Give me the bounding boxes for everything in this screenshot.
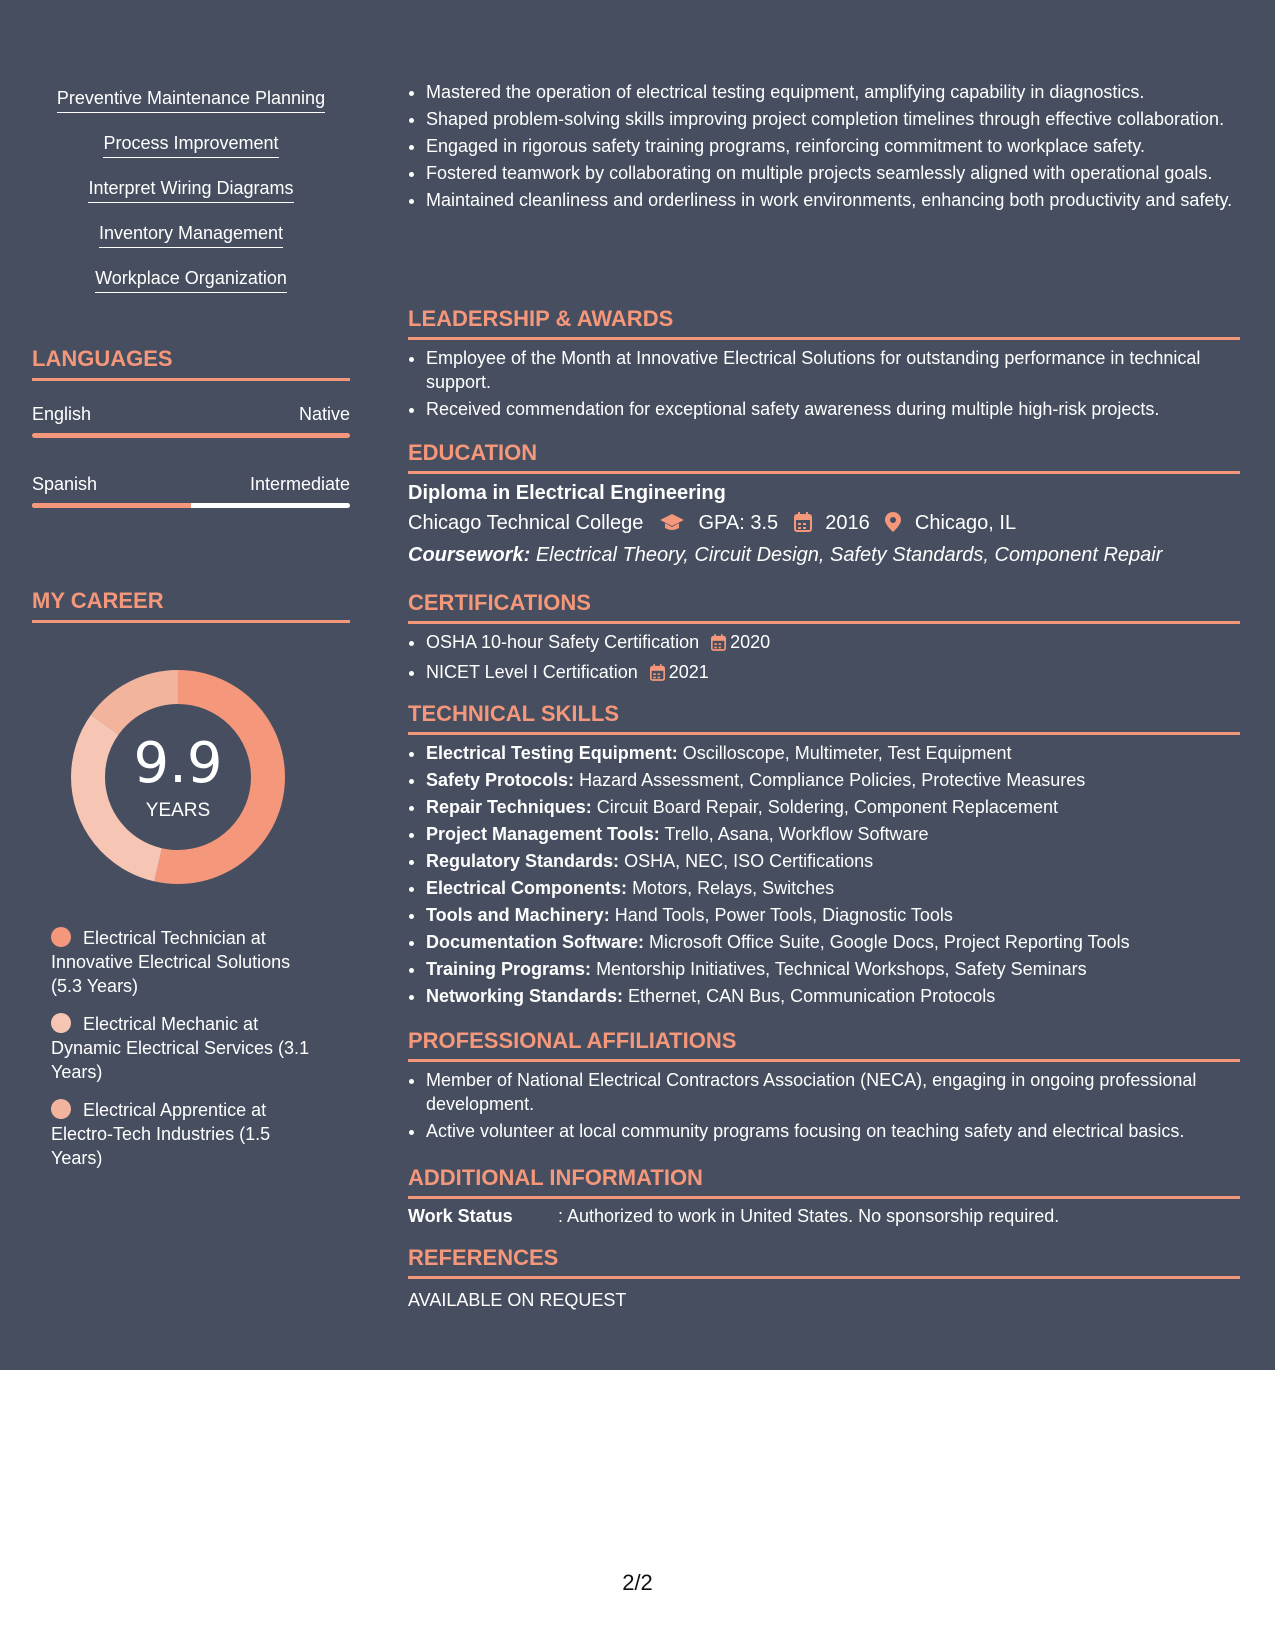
skill-value: Hand Tools, Power Tools, Diagnostic Tools <box>614 905 953 925</box>
certification-item <box>426 660 1258 687</box>
affiliation-item: • Active volunteer at local community programs focusing on teaching safety and electrical basics. <box>426 1119 1258 1143</box>
skill-label: Project Management Tools: <box>426 824 660 844</box>
career-donut-chart <box>65 664 291 890</box>
language-bar-fill <box>32 503 191 508</box>
career-item <box>51 1098 326 1170</box>
career-years-label: YEARS <box>145 800 211 821</box>
additional-info-heading: ADDITIONAL INFORMATION <box>408 1165 1240 1199</box>
skill-label: Regulatory Standards: <box>426 851 620 871</box>
skill-link[interactable] <box>32 178 350 203</box>
skill-value: Hazard Assessment, Compliance Policies, Protective Measures <box>579 770 1086 790</box>
technical-skill-item <box>426 876 1258 900</box>
experience-bullet: • Mastered the operation of electrical testing equipment, amplifying capability in diagnostics. <box>426 80 1258 104</box>
skill-label: Electrical Components: <box>426 878 628 898</box>
language-row <box>32 404 350 425</box>
education-location: Chicago, IL <box>914 512 1017 534</box>
career-heading: MY CAREER <box>32 588 350 623</box>
technical-skill-item <box>426 849 1258 873</box>
language-name: English <box>32 404 92 424</box>
skill-value: Circuit Board Repair, Soldering, Component Replacement <box>596 797 1058 817</box>
language-bar <box>32 433 350 438</box>
technical-skill-item <box>426 741 1258 765</box>
experience-bullets <box>408 80 1258 215</box>
graduation-cap-icon <box>659 512 685 538</box>
education-gpa: GPA: 3.5 <box>698 512 779 534</box>
experience-bullet: • Fostered teamwork by collaborating on multiple projects seamlessly aligned with operational goals. <box>426 161 1258 185</box>
skill-value: Oscilloscope, Multimeter, Test Equipment <box>682 743 1012 763</box>
affiliation-item: • Member of National Electrical Contractors Association (NECA), engaging in ongoing professional development. <box>426 1068 1258 1116</box>
calendar-icon <box>794 512 812 538</box>
technical-skill-item <box>426 768 1258 792</box>
career-legend-dot <box>51 1099 71 1119</box>
education-heading: EDUCATION <box>408 440 1240 474</box>
skill-value: Microsoft Office Suite, Google Docs, Project Reporting Tools <box>649 932 1130 952</box>
language-level: Intermediate <box>249 474 350 494</box>
skill-link[interactable] <box>32 223 350 248</box>
calendar-icon <box>650 663 665 687</box>
skill-label: Electrical Testing Equipment: <box>426 743 678 763</box>
language-bar-fill <box>32 433 350 438</box>
references-heading: REFERENCES <box>408 1245 1240 1279</box>
leadership-item: • Received commendation for exceptional safety awareness during multiple high-risk projects. <box>426 397 1258 421</box>
work-status-label: Work Status <box>408 1206 513 1226</box>
coursework-label: Coursework: <box>408 544 531 566</box>
education-degree: Diploma in Electrical Engineering <box>408 482 726 504</box>
certification-year: 2021 <box>668 662 709 682</box>
skill-label: Repair Techniques: <box>426 797 592 817</box>
experience-bullet: • Engaged in rigorous safety training programs, reinforcing commitment to workplace safety. <box>426 134 1258 158</box>
references-text: AVAILABLE ON REQUEST <box>408 1290 627 1310</box>
skill-link-text: Process Improvement <box>103 133 278 158</box>
career-item-text: Electrical Apprentice at Electro-Tech Industries (1.5 Years) <box>51 1100 271 1168</box>
donut-center <box>65 664 291 890</box>
certifications-heading: CERTIFICATIONS <box>408 590 1240 624</box>
career-legend-dot <box>51 927 71 947</box>
skill-value: OSHA, NEC, ISO Certifications <box>624 851 874 871</box>
career-item-text: Electrical Technician at Innovative Electrical Solutions (5.3 Years) <box>51 928 291 996</box>
skill-link-text: Inventory Management <box>99 223 283 248</box>
skill-link[interactable] <box>32 133 350 158</box>
experience-bullet: • Shaped problem-solving skills improving project completion timelines through effective collaboration. <box>426 107 1258 131</box>
languages-heading: LANGUAGES <box>32 346 350 381</box>
skill-label: Safety Protocols: <box>426 770 575 790</box>
technical-skill-item <box>426 822 1258 846</box>
certification-name: NICET Level I Certification <box>426 662 638 682</box>
skill-link[interactable] <box>32 88 350 113</box>
skill-link-text: Interpret Wiring Diagrams <box>88 178 293 203</box>
skill-label: Documentation Software: <box>426 932 645 952</box>
skill-link[interactable] <box>32 268 350 293</box>
education-school: Chicago Technical College <box>408 512 644 534</box>
affiliations-list <box>408 1068 1258 1146</box>
technical-skills-list <box>408 741 1258 1011</box>
work-status-row <box>408 1206 1059 1227</box>
education-details <box>408 512 1016 538</box>
career-item <box>51 1012 326 1084</box>
certifications-list <box>408 630 1258 690</box>
career-item-text: Electrical Mechanic at Dynamic Electrical Services (3.1 Years) <box>51 1014 310 1082</box>
career-legend-dot <box>51 1013 71 1033</box>
leadership-heading: LEADERSHIP & AWARDS <box>408 306 1240 340</box>
skill-label: Training Programs: <box>426 959 592 979</box>
skill-value: Mentorship Initiatives, Technical Workshops, Safety Seminars <box>596 959 1087 979</box>
technical-skill-item <box>426 795 1258 819</box>
skill-link-text: Workplace Organization <box>95 268 287 293</box>
leadership-list <box>408 346 1258 424</box>
technical-skill-item <box>426 903 1258 927</box>
page-number: 2/2 <box>622 1570 653 1595</box>
skill-value: Trello, Asana, Workflow Software <box>664 824 929 844</box>
technical-skills-heading: TECHNICAL SKILLS <box>408 701 1240 735</box>
work-status-value: : Authorized to work in United States. No sponsorship required. <box>558 1206 1060 1226</box>
certification-name: OSHA 10-hour Safety Certification <box>426 632 700 652</box>
leadership-item: • Employee of the Month at Innovative Electrical Solutions for outstanding performance in technical support. <box>426 346 1258 394</box>
skill-label: Networking Standards: <box>426 986 624 1006</box>
language-level: Native <box>298 404 350 424</box>
skill-label: Tools and Machinery: <box>426 905 610 925</box>
career-item <box>51 926 326 998</box>
technical-skill-item <box>426 984 1258 1008</box>
language-name: Spanish <box>32 474 98 494</box>
affiliations-heading: PROFESSIONAL AFFILIATIONS <box>408 1028 1240 1062</box>
language-bar <box>32 503 350 508</box>
technical-skill-item <box>426 957 1258 981</box>
coursework-value: Electrical Theory, Circuit Design, Safety Standards, Component Repair <box>535 544 1163 566</box>
career-total-years: 9.9 <box>133 731 223 796</box>
certification-year: 2020 <box>730 632 771 652</box>
education-year: 2016 <box>825 512 870 534</box>
experience-bullet: • Maintained cleanliness and orderliness in work environments, enhancing both productivity and safety. <box>426 188 1258 212</box>
skill-value: Ethernet, CAN Bus, Communication Protocols <box>628 986 996 1006</box>
skill-link-text: Preventive Maintenance Planning <box>57 88 325 113</box>
certification-item <box>426 630 1258 657</box>
education-coursework <box>408 544 1162 567</box>
language-row <box>32 474 350 495</box>
calendar-icon <box>711 633 726 657</box>
skill-value: Motors, Relays, Switches <box>632 878 835 898</box>
technical-skill-item <box>426 930 1258 954</box>
location-pin-icon <box>885 512 901 538</box>
